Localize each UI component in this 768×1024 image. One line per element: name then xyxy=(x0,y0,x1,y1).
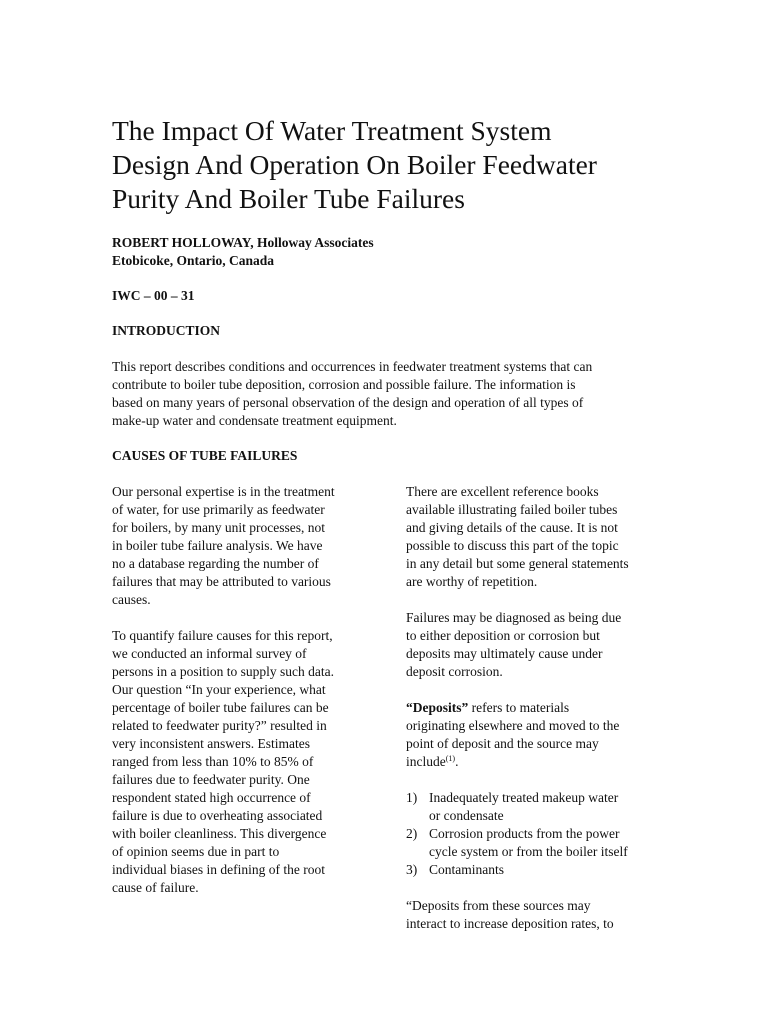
text-line: in boiler tube failure analysis. We have xyxy=(112,538,323,553)
text-fragment: . xyxy=(455,754,459,769)
text-line: causes. xyxy=(112,592,151,607)
text-line: interact to increase deposition rates, to xyxy=(406,916,614,931)
list-number: 2) xyxy=(406,826,418,841)
text-line: This report describes conditions and occurrences in feedwater treatment systems that can xyxy=(112,359,593,374)
text-line: Contaminants xyxy=(429,862,504,877)
introduction-heading: INTRODUCTION xyxy=(112,323,221,338)
text-line: or condensate xyxy=(429,808,504,823)
text-line: to either deposition or corrosion but xyxy=(406,628,600,643)
list-item xyxy=(406,861,666,879)
list-item xyxy=(406,825,666,861)
text-line: in any detail but some general statements xyxy=(406,556,629,571)
text-line: Failures may be diagnosed as being due xyxy=(406,610,622,625)
text-line: of water, for use primarily as feedwater xyxy=(112,502,325,517)
text-line: very inconsistent answers. Estimates xyxy=(112,736,310,751)
text-line: Corrosion products from the power xyxy=(429,826,620,841)
paragraph-deposits-interaction xyxy=(406,897,666,933)
reference-marker: (1) xyxy=(445,754,456,763)
text-line: respondent stated high occurrence of xyxy=(112,790,311,805)
text-line: of opinion seems due in part to xyxy=(112,844,280,859)
text-line: possible to discuss this part of the topic xyxy=(406,538,619,553)
right-column xyxy=(406,483,666,951)
text-line: we conducted an informal survey of xyxy=(112,646,307,661)
causes-heading: CAUSES OF TUBE FAILURES xyxy=(112,448,298,463)
text-line xyxy=(406,753,666,771)
text-fragment: include xyxy=(406,754,446,769)
paragraph-expertise xyxy=(112,483,372,609)
text-line: are worthy of repetition. xyxy=(406,574,538,589)
paragraph-deposits-definition xyxy=(406,699,666,771)
text-line: available illustrating failed boiler tubes xyxy=(406,502,618,517)
text-line: There are excellent reference books xyxy=(406,484,599,499)
text-line: persons in a position to supply such data. xyxy=(112,664,334,679)
list-item xyxy=(406,789,666,825)
text-line: failure is due to overheating associated xyxy=(112,808,323,823)
author-block xyxy=(112,234,374,270)
document-title xyxy=(112,114,712,216)
text-line: failures that may be attributed to various xyxy=(112,574,331,589)
text-line: make-up water and condensate treatment equipment. xyxy=(112,413,397,428)
paragraph-survey xyxy=(112,627,372,897)
text-line: Inadequately treated makeup water xyxy=(429,790,619,805)
text-line: and giving details of the cause. It is not xyxy=(406,520,618,535)
list-number: 3) xyxy=(406,862,418,877)
left-column xyxy=(112,483,372,915)
deposits-term: “Deposits” xyxy=(406,700,469,715)
text-line: with boiler cleanliness. This divergence xyxy=(112,826,327,841)
deposit-sources-list xyxy=(406,789,666,879)
text-line: percentage of boiler tube failures can be xyxy=(112,700,329,715)
text-line: based on many years of personal observation of the design and operation of all types of xyxy=(112,395,584,410)
text-line: failures due to feedwater purity. One xyxy=(112,772,310,787)
text-line: Our personal expertise is in the treatment xyxy=(112,484,335,499)
text-line: no a database regarding the number of xyxy=(112,556,319,571)
text-line: originating elsewhere and moved to the xyxy=(406,718,620,733)
text-line xyxy=(406,699,666,717)
list-number: 1) xyxy=(406,790,418,805)
text-line: Our question “In your experience, what xyxy=(112,682,326,697)
author-name-affiliation: ROBERT HOLLOWAY, Holloway Associates xyxy=(112,235,374,250)
text-line: related to feedwater purity?” resulted in xyxy=(112,718,327,733)
title-line: The Impact Of Water Treatment System xyxy=(112,115,552,146)
text-line: individual biases in defining of the root xyxy=(112,862,325,877)
text-line: cause of failure. xyxy=(112,880,199,895)
paragraph-diagnosis xyxy=(406,609,666,681)
text-line: “Deposits from these sources may xyxy=(406,898,591,913)
title-line: Design And Operation On Boiler Feedwater xyxy=(112,149,597,180)
text-line: To quantify failure causes for this report, xyxy=(112,628,333,643)
text-line: cycle system or from the boiler itself xyxy=(429,844,628,859)
text-line: point of deposit and the source may xyxy=(406,736,599,751)
text-line: contribute to boiler tube deposition, corrosion and possible failure. The information is xyxy=(112,377,576,392)
title-line: Purity And Boiler Tube Failures xyxy=(112,183,465,214)
author-location: Etobicoke, Ontario, Canada xyxy=(112,253,275,268)
introduction-paragraph xyxy=(112,358,672,430)
text-line: for boilers, by many unit processes, not xyxy=(112,520,325,535)
text-line: ranged from less than 10% to 85% of xyxy=(112,754,314,769)
text-line: deposit corrosion. xyxy=(406,664,503,679)
paragraph-reference-books xyxy=(406,483,666,591)
paper-code: IWC – 00 – 31 xyxy=(112,288,195,303)
text-fragment: refers to materials xyxy=(468,700,570,715)
text-line: deposits may ultimately cause under xyxy=(406,646,603,661)
